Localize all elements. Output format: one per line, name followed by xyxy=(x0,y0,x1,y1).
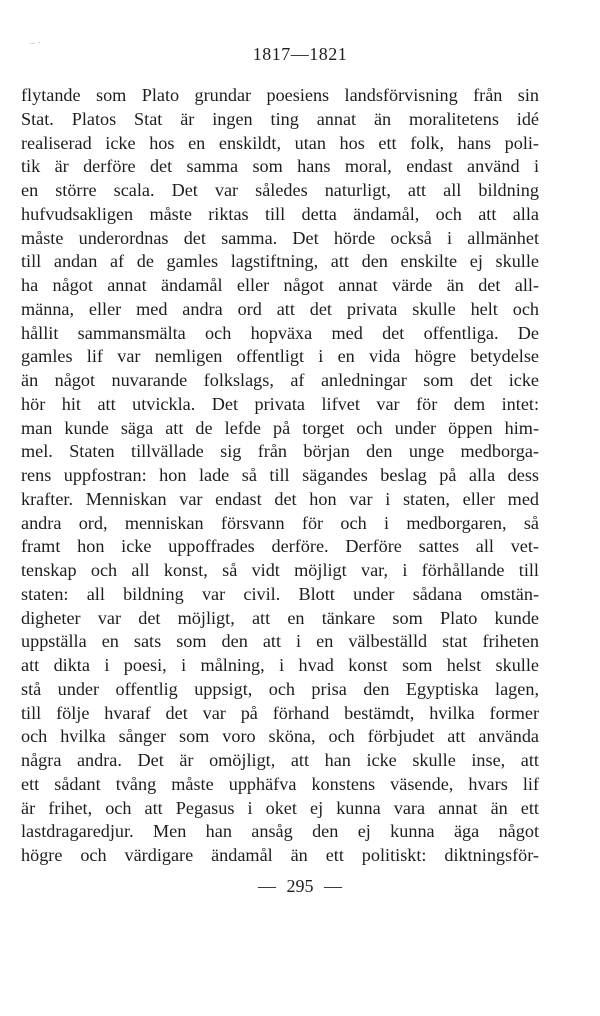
text-line: mel. Staten tillvällade sig från början den unge medborga- xyxy=(21,441,539,462)
text-line: realiserad icke hos en enskildt, utan hos ett folk, hans poli- xyxy=(21,132,539,153)
text-line: männa, eller med andra ord att det privata skulle helt och xyxy=(21,298,539,319)
text-line: Stat. Platos Stat är ingen ting annat än moralitetens idé xyxy=(21,108,539,129)
running-header: 1817—1821 xyxy=(252,44,348,64)
text-line: rens uppfostran: hon lade så till sägandes beslag på alla dess xyxy=(21,465,539,485)
text-line: ett sådant tvång måste upphäfva konstens väsende, hvars lif xyxy=(21,773,539,794)
text-line: några andra. Det är omöjligt, att han icke skulle inse, att xyxy=(21,750,539,770)
text-line: tenskap och all konst, så vidt möjligt var, i förhållande till xyxy=(21,560,539,580)
text-line: gamles lif var nemligen offentligt i en vida högre betydelse xyxy=(21,346,539,367)
text-line: att dikta i poesi, i målning, i hvad konst som helst skulle xyxy=(21,655,539,675)
text-line: måste underordnas det samma. Det hörde också i allmänhet xyxy=(21,227,539,248)
text-line: högre och värdigare ändamål än ett politiskt: diktningsför- xyxy=(21,845,539,865)
text-line: andra ord, menniskan försvann för och i medborgaren, så xyxy=(21,512,539,533)
text-line: staten: all bildning var civil. Blott under sådana omstän- xyxy=(21,583,539,604)
text-line: uppställa en sats som den att i en välbeställd stat friheten xyxy=(21,631,539,652)
text-line: framt hon icke uppoffrades derföre. Derföre sattes all vet- xyxy=(21,536,539,557)
text-line: lastdragaredjur. Men han ansåg den ej kunna äga något xyxy=(21,821,539,842)
text-line: man kunde säga att de lefde på torget och under öppen him- xyxy=(21,417,539,438)
text-line: hufvudsakligen måste riktas till detta ändamål, och att alla xyxy=(21,203,539,224)
text-line: och hvilka sånger som voro sköna, och förbjudet att använda xyxy=(21,726,539,747)
text-line: hållit sammansmälta och hopväxa med det offentliga. De xyxy=(21,322,539,343)
body-text xyxy=(21,84,539,868)
text-line: krafter. Menniskan var endast det hon var i staten, eller med xyxy=(21,488,539,509)
text-line: flytande som Plato grundar poesiens landsförvisning från sin xyxy=(21,85,539,105)
page-number: — 295 — xyxy=(258,876,342,896)
text-line: till andan af de gamles lagstiftning, att den enskilte ej skulle xyxy=(21,251,539,272)
text-line: digheter var det möjligt, att en tänkare som Plato kunde xyxy=(21,607,539,628)
text-line: är frihet, och att Pegasus i oket ej kunna vara annat än ett xyxy=(21,797,539,818)
text-line: stå under offentlig uppsigt, och prisa den Egyptiska lagen, xyxy=(21,678,539,699)
corner-mark: – · xyxy=(30,38,41,49)
text-line: än något nuvarande folkslags, af anledningar som det icke xyxy=(21,370,539,390)
text-line: hör hit att utvickla. Det privata lifvet var för dem intet: xyxy=(21,393,539,414)
text-line: ha något annat ändamål eller något annat värde än det all- xyxy=(21,275,539,295)
text-line: en större scala. Det var således naturligt, att all bildning xyxy=(21,180,539,200)
text-line: tik är derföre det samma som hans moral, endast använd i xyxy=(21,156,539,177)
text-line: till följe hvaraf det var på förhand bestämdt, hvilka former xyxy=(21,702,539,723)
